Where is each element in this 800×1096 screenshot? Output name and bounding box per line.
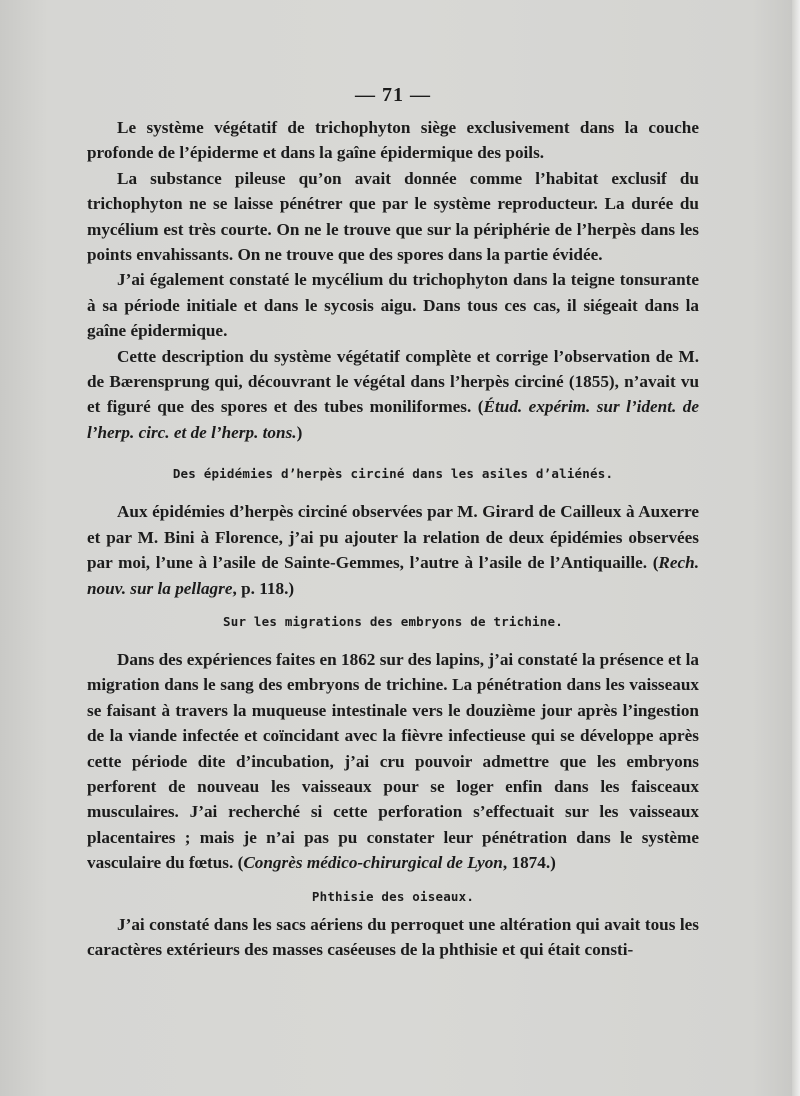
section-heading-phthisis: Phthisie des oiseaux.: [311, 888, 475, 904]
paragraph-6-reference: Congrès médico-chirurgical de Lyon: [243, 853, 503, 873]
paragraph-5-close: , p. 118.): [232, 578, 295, 598]
paragraph-4-open: (: [477, 397, 484, 417]
paragraph-7: J’ai constaté dans les sacs aériens du perroquet une altération qui avait tous les caractères extérieurs des masses caséeuses de la phthisie et qui était consti-: [87, 914, 699, 959]
paragraph-3: J’ai également constaté le mycélium du trichophyton dans la teigne tonsurante à sa période initiale et dans le sycosis aigu. Dans tous ces cas, il siégeait dans la gaîne épidermique.: [87, 270, 699, 341]
paragraph-6-text: Dans des expériences faites en 1862 sur des lapins, j’ai constaté la présence et la migration dans le sang des embryons de trichine. La pénétration dans les vaisseaux se faisant à travers la muqueuse intestinale vers le douzième jour après l’ingestion de la viande infectée et coïncidant avec la fièvre infectieuse qui se développe après cette période dite d’incubation, j’ai cru pouvoir admettre que les embryons perforent de nouveau les vaisseaux pour se loger enfin dans les faisceaux musculaires. J’ai recherché si cette perforation s’effectuait sur les vaisseaux placentaires ; mais je n’ai pas pu constater leur pénétration dans le système vasculaire du fœtus.: [87, 649, 699, 873]
paragraph-5-open: (: [652, 553, 659, 573]
section-heading-trichina: Sur les migrations des embryons de trichine.: [223, 613, 563, 629]
page-edge: [792, 0, 800, 1096]
paragraph-5-text: Aux épidémies d’herpès circiné observées par M. Girard de Cailleux à Auxerre et par M. Bini à Florence, j’ai pu ajouter la relation de deux épidémies observées par moi, l’une à l’asile de Sainte-Gemmes, l’autre à l’asile de l’Antiquaille.: [87, 502, 699, 573]
section-heading-epidemics: Des épidémies d’herpès circiné dans les asiles d’aliénés.: [172, 466, 614, 482]
paragraph-6-close: , 1874.): [502, 853, 556, 873]
paragraph-1: Le système végétatif de trichophyton siège exclusivement dans la couche profonde de l’épiderme et dans la gaîne épidermique des poils.: [87, 118, 699, 163]
paragraph-5-reference: Rech. nouv. sur la pellagre: [87, 553, 699, 598]
paragraph-5: [87, 499, 699, 601]
text-block: [87, 84, 699, 962]
paragraph-4-text: Cette description du système végétatif complète et corrige l’observation de M. de Bærensprung qui, découvrant le végétal dans l’herpès circiné (1855), n’avait vu et figuré que des spores et des tubes moniliformes.: [87, 346, 699, 417]
paragraph-4: [87, 344, 699, 446]
paragraph-2: La substance pileuse qu’on avait donnée comme l’habitat exclusif du trichophyton ne se laisse pénétrer que par le système reproducteur. La durée du mycélium est très courte. On ne le trouve que sur la périphérie de l’herpès dans les points envahissants. On ne trouve que des spores dans la partie évidée.: [87, 168, 699, 265]
paragraph-4-reference: Étud. expérim. sur l’ident. de l’herp. circ. et de l’herp. tons.: [87, 397, 699, 442]
paragraph-6: [87, 647, 699, 876]
paragraph-6-open: (: [237, 853, 244, 873]
paragraph-4-close: ): [296, 422, 303, 442]
page-number: — 71 —: [355, 84, 431, 106]
